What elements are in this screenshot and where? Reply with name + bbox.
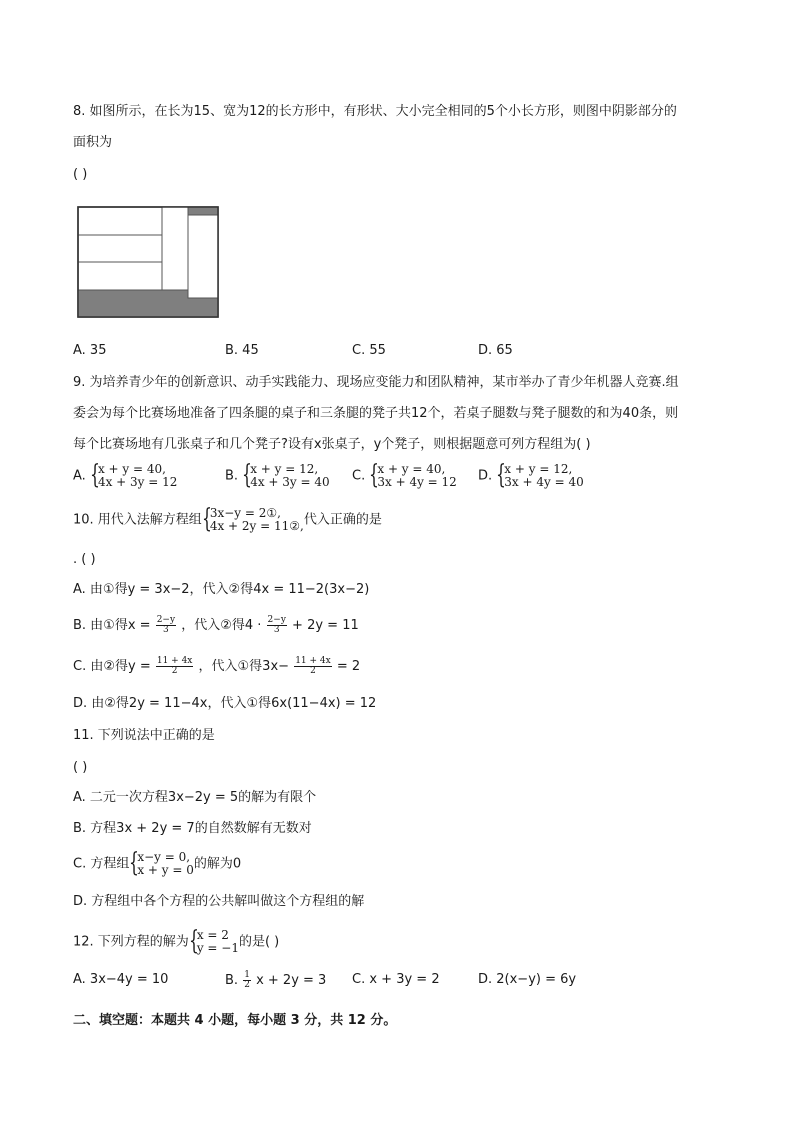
q10-option-c-pre: C. 由②得y = (73, 659, 151, 674)
q11-option-c-system: { x−y = 0, x + y = 0 (129, 848, 194, 878)
q9-option-a[interactable] (73, 460, 178, 490)
q11-option-c[interactable] (73, 848, 242, 878)
q10-option-d[interactable]: D. 由②得2y = 11−4x，代入①得6x(11−4x) = 12 (73, 696, 377, 711)
q8-stem-line1: 8. 如图所示，在长为15、宽为12的长方形中，有形状、大小完全相同的5个小长方形，则图中阴影部分的 (73, 104, 677, 119)
q12-stem (73, 926, 280, 956)
q11-option-d[interactable]: D. 方程组中各个方程的公共解叫做这个方程组的解 (73, 894, 365, 909)
q12-eq2: y = −1 (196, 941, 239, 955)
q9-option-b-eq1: x + y = 12, (250, 462, 319, 476)
q9-option-b[interactable] (225, 460, 330, 490)
q11-option-c-eq1: x−y = 0, (137, 850, 191, 864)
q10-option-c-frac2-den: 2 (310, 666, 316, 676)
q9-option-b-system: { x + y = 12, 4x + 3y = 40 (242, 460, 330, 490)
q8-option-a[interactable]: A. 35 (73, 343, 107, 358)
q10-system: { 3x−y = 2①, 4x + 2y = 11②, (201, 504, 304, 534)
q8-rectangle-figure (77, 206, 220, 319)
q10-option-b-mid: ，代入②得4 · (181, 618, 262, 633)
q11-answer-paren: ( ) (73, 760, 88, 775)
q9-option-d-eq2: 3x + 4y = 40 (504, 475, 584, 489)
q11-option-c-eq2: x + y = 0 (137, 863, 194, 877)
q10-eq2: 4x + 2y = 11②, (209, 519, 304, 533)
q10-eq1: 3x−y = 2①, (209, 506, 281, 520)
q12-option-b-post: x + 2y = 3 (256, 973, 327, 988)
q9-option-d-system: { x + y = 12, 3x + 4y = 40 (496, 460, 584, 490)
q10-option-b-frac1-den: 3 (163, 625, 169, 635)
q10-option-b-pre: B. 由①得x = (73, 618, 151, 633)
q12-stem-tail: 的是( ) (238, 934, 280, 950)
q12-system: { x = 2 y = −1 (188, 926, 239, 956)
q8-option-d[interactable]: D. 65 (478, 343, 513, 358)
q8-option-b[interactable]: B. 45 (225, 343, 259, 358)
q10-answer-paren: . ( ) (73, 552, 96, 567)
q12-option-d[interactable]: D. 2(x−y) = 6y (478, 972, 577, 987)
q10-option-b-post: + 2y = 11 (292, 618, 359, 633)
q10-option-b-frac1 (156, 616, 176, 635)
q10-option-a[interactable]: A. 由①得y = 3x−2，代入②得4x = 11−2(3x−2) (73, 582, 370, 597)
q10-option-c-frac2-num: 11 + 4x (295, 656, 331, 666)
q10-option-c-mid: ，代入①得3x− (198, 659, 290, 674)
q12-option-b-pre: B. (225, 973, 239, 988)
q9-option-b-label: B. (225, 468, 239, 484)
q12-option-c[interactable]: C. x + 3y = 2 (352, 972, 440, 987)
q9-option-d-eq1: x + y = 12, (504, 462, 573, 476)
q12-stem-text: 12. 下列方程的解为 (73, 934, 189, 950)
q9-option-c-eq1: x + y = 40, (377, 462, 446, 476)
q12-option-b-frac (243, 971, 251, 990)
q9-option-c-system: { x + y = 40, 3x + 4y = 12 (369, 460, 457, 490)
q12-option-b-frac-den: 2 (244, 980, 250, 990)
q8-option-c[interactable]: C. 55 (352, 343, 386, 358)
q12-eq1: x = 2 (196, 928, 229, 942)
q9-option-b-eq2: 4x + 3y = 40 (250, 475, 330, 489)
q10-option-c-frac1-num: 11 + 4x (156, 656, 193, 666)
q11-stem: 11. 下列说法中正确的是 (73, 728, 215, 743)
q8-stem-line2: 面积为 (73, 135, 113, 150)
q10-stem (73, 504, 382, 534)
q9-stem-line1: 9. 为培养青少年的创新意识、动手实践能力、现场应变能力和团队精神，某市举办了青少年机器人竞赛.组 (73, 375, 679, 390)
q9-stem-line2: 委会为每个比赛场地准备了四条腿的桌子和三条腿的凳子共12个，若桌子腿数与凳子腿数的和为40条，则 (73, 406, 679, 421)
q10-stem-text: 10. 用代入法解方程组 (73, 512, 202, 528)
q10-stem-tail: 代入正确的是 (303, 512, 382, 528)
q10-option-b-frac1-num: 2−y (156, 615, 176, 625)
q10-option-c[interactable] (73, 657, 360, 676)
q12-option-b-frac-num: 1 (244, 970, 250, 980)
q9-option-a-eq1: x + y = 40, (97, 462, 166, 476)
q10-option-b-frac2-den: 3 (273, 625, 280, 635)
q10-option-c-frac1-den: 2 (171, 666, 178, 676)
q9-stem-line3: 每个比赛场地有几张桌子和几个凳子?设有x张桌子，y个凳子，则根据题意可列方程组为( ) (73, 437, 591, 452)
q12-option-b[interactable] (225, 971, 326, 990)
q11-option-b[interactable]: B. 方程3x + 2y = 7的自然数解有无数对 (73, 821, 312, 836)
q10-option-b[interactable] (73, 616, 359, 635)
q12-option-a[interactable]: A. 3x−4y = 10 (73, 972, 169, 987)
q10-option-b-frac2-num: 2−y (267, 615, 286, 625)
q11-option-a[interactable]: A. 二元一次方程3x−2y = 5的解为有限个 (73, 790, 317, 805)
q9-option-a-system: { x + y = 40, 4x + 3y = 12 (89, 460, 178, 490)
q10-option-c-frac1 (156, 657, 194, 676)
q10-option-c-post: = 2 (336, 659, 361, 674)
q9-option-d[interactable] (478, 460, 584, 490)
q10-option-c-frac2 (294, 657, 332, 676)
q9-option-c[interactable] (352, 460, 457, 490)
q9-option-d-label: D. (478, 468, 493, 484)
q8-answer-paren: ( ) (73, 167, 88, 182)
q9-option-c-eq2: 3x + 4y = 12 (377, 475, 457, 489)
q10-option-b-frac2 (267, 616, 287, 635)
q9-option-c-label: C. (352, 468, 366, 484)
q11-option-c-post: 的解为0 (193, 856, 242, 872)
q9-option-a-label: A. (73, 468, 86, 484)
section-2-heading: 二、填空题：本题共 4 小题，每小题 3 分，共 12 分。 (73, 1013, 397, 1028)
q11-option-c-pre: C. 方程组 (73, 856, 130, 872)
q9-option-a-eq2: 4x + 3y = 12 (97, 475, 178, 489)
